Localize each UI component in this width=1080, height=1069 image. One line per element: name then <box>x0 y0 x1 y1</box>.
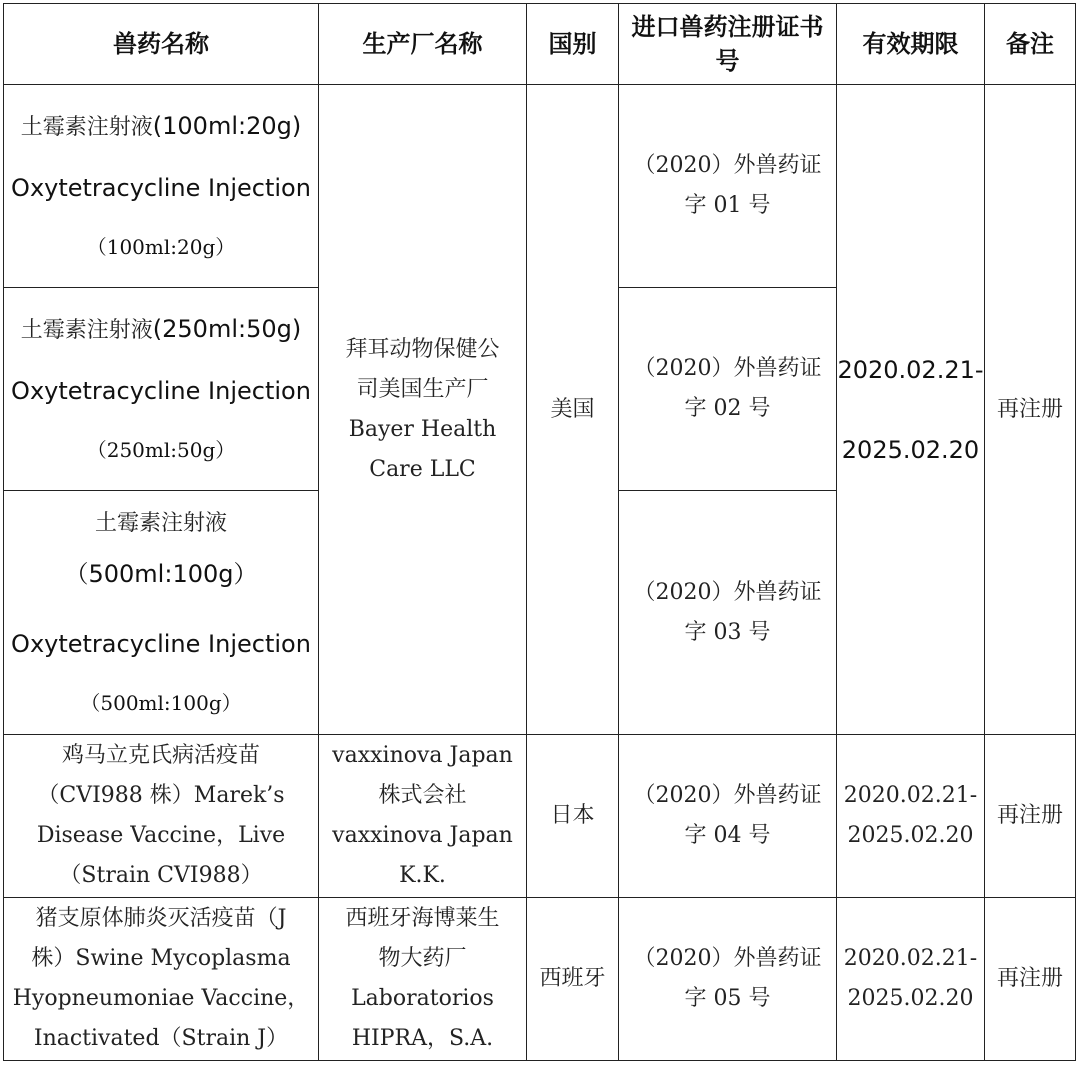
cert-cell <box>619 288 837 491</box>
manufacturer-line: Laboratorios <box>351 986 494 1011</box>
table-row <box>4 735 1076 898</box>
header-cert-number: 进口兽药注册证书号 <box>619 4 837 85</box>
country-cell: 西班牙 <box>527 898 619 1061</box>
cert-cell <box>619 85 837 288</box>
drug-name-cell <box>4 85 319 288</box>
country-cell: 日本 <box>527 735 619 898</box>
cert-line: 字 05 号 <box>684 986 771 1011</box>
drug-name-en: Oxytetracycline Injection <box>11 174 311 202</box>
header-drug-name: 兽药名称 <box>4 4 319 85</box>
drug-name-cn: 土霉素注射液 <box>20 115 153 140</box>
manufacturer-line: 物大药厂 <box>378 946 467 971</box>
drug-name-line: 猪支原体肺炎灭活疫苗（J <box>35 906 287 931</box>
cert-cell <box>619 491 837 735</box>
drug-name-spec: (250ml:50g) <box>152 315 302 343</box>
cert-line: 字 02 号 <box>684 396 771 421</box>
validity-line: 2025.02.20 <box>841 435 980 464</box>
validity-line: 2020.02.21- <box>837 355 984 384</box>
manufacturer-line: 西班牙海博莱生 <box>345 906 500 931</box>
drug-name-line: （CVI988 株）Marek’s <box>37 783 285 808</box>
drug-name-spec: （500ml:100g） <box>64 559 258 588</box>
drug-name-line: Inactivated（Strain J） <box>33 1026 289 1051</box>
header-validity: 有效期限 <box>837 4 985 85</box>
manufacturer-cell <box>319 735 527 898</box>
header-country: 国别 <box>527 4 619 85</box>
drug-spec: （250ml:50g） <box>86 438 236 462</box>
drug-name-en: Oxytetracycline Injection <box>11 629 311 658</box>
manufacturer-line: 株式会社 <box>378 783 467 808</box>
header-remark: 备注 <box>985 4 1076 85</box>
cert-line: （2020）外兽药证 <box>633 579 822 605</box>
validity-cell <box>837 898 985 1061</box>
drug-name-cell <box>4 288 319 491</box>
manufacturer-cell <box>319 898 527 1061</box>
remark-cell: 再注册 <box>985 898 1076 1061</box>
remark-cell: 再注册 <box>985 85 1076 735</box>
drug-spec: （500ml:100g） <box>80 690 242 715</box>
manufacturer-line: K.K. <box>399 863 446 888</box>
drug-name-line: Disease Vaccine，Live <box>36 823 286 848</box>
drug-name-cn: 土霉素注射液 <box>94 510 227 536</box>
drug-name-line: 株）Swine Mycoplasma <box>31 946 291 971</box>
manufacturer-line: Care LLC <box>369 456 476 482</box>
cert-line: 字 03 号 <box>684 619 771 645</box>
header-manufacturer: 生产厂名称 <box>319 4 527 85</box>
drug-name-spec: (100ml:20g) <box>152 112 302 140</box>
validity-cell <box>837 85 985 735</box>
drug-name-en: Oxytetracycline Injection <box>11 377 311 405</box>
header-row <box>4 4 1076 85</box>
cert-line: （2020）外兽药证 <box>633 783 822 808</box>
registration-table <box>3 3 1076 1061</box>
drug-name-cell <box>4 735 319 898</box>
manufacturer-line: vaxxinova Japan <box>332 823 513 848</box>
validity-line: 2025.02.20 <box>847 986 974 1011</box>
table-row <box>4 898 1076 1061</box>
drug-name-line: Hyopneumoniae Vaccine， <box>12 986 310 1011</box>
drug-name-cn: 土霉素注射液 <box>20 318 153 343</box>
table-row <box>4 85 1076 288</box>
cert-line: （2020）外兽药证 <box>633 946 822 971</box>
drug-name-cell <box>4 898 319 1061</box>
manufacturer-line: 司美国生产厂 <box>356 376 489 402</box>
validity-line: 2020.02.21- <box>843 783 978 808</box>
cert-line: 字 04 号 <box>684 823 771 848</box>
validity-line: 2025.02.20 <box>847 823 974 848</box>
manufacturer-line: vaxxinova Japan <box>332 743 513 768</box>
cert-cell <box>619 898 837 1061</box>
manufacturer-line: 拜耳动物保健公 <box>345 336 500 362</box>
drug-name-line: （Strain CVI988） <box>59 863 263 888</box>
manufacturer-cell <box>319 85 527 735</box>
drug-spec: （100ml:20g） <box>86 235 236 259</box>
drug-name-line: 鸡马立克氏病活疫苗 <box>61 743 260 768</box>
manufacturer-line: HIPRA，S.A. <box>351 1026 494 1051</box>
cert-cell <box>619 735 837 898</box>
validity-line: 2020.02.21- <box>843 946 978 971</box>
country-cell: 美国 <box>527 85 619 735</box>
cert-line: （2020）外兽药证 <box>633 153 822 178</box>
cert-line: （2020）外兽药证 <box>633 356 822 381</box>
cert-line: 字 01 号 <box>684 193 771 218</box>
manufacturer-line: Bayer Health <box>348 416 497 442</box>
validity-cell <box>837 735 985 898</box>
drug-name-cell <box>4 491 319 735</box>
remark-cell: 再注册 <box>985 735 1076 898</box>
